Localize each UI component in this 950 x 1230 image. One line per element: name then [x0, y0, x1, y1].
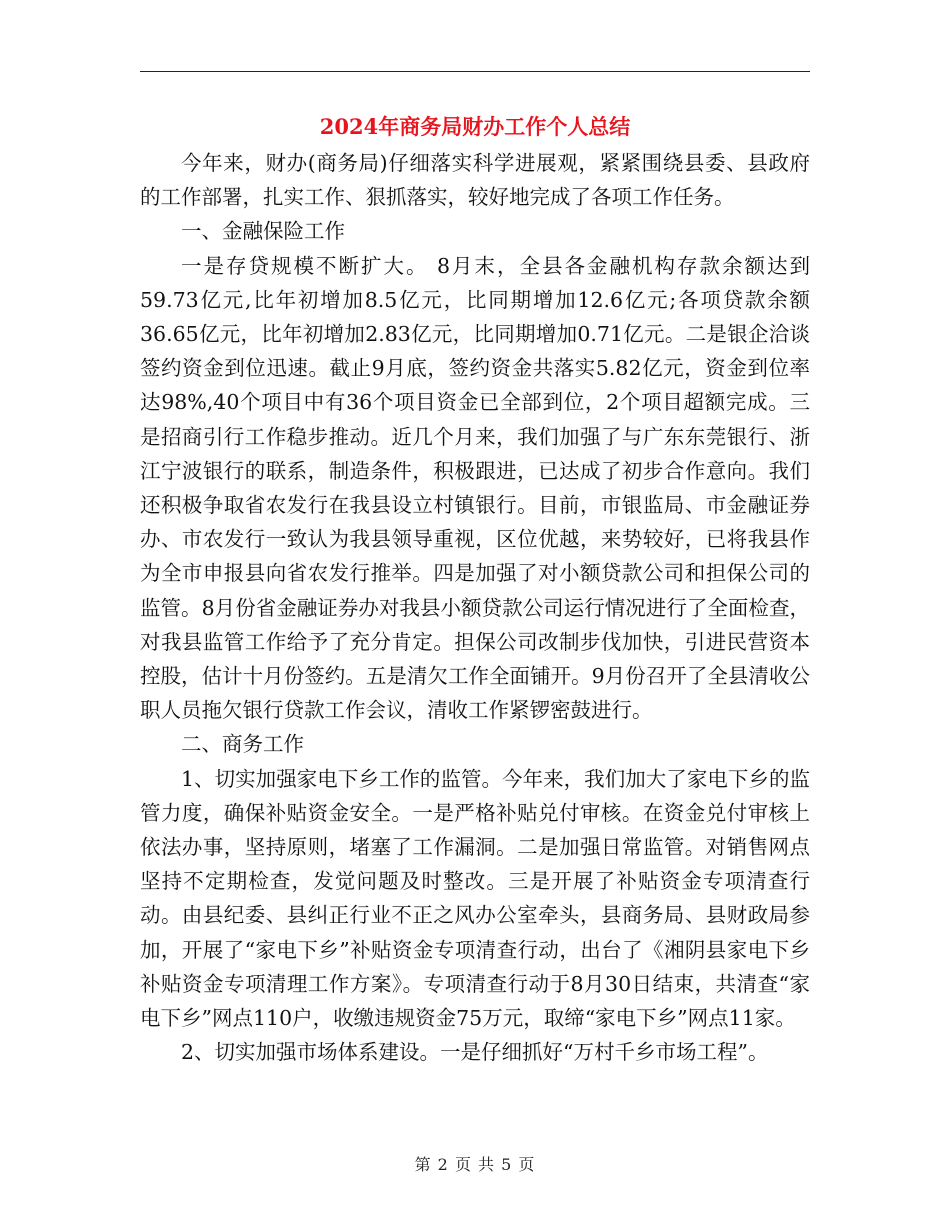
section-heading-commerce: 二、商务工作 — [181, 732, 304, 757]
document-body — [140, 146, 810, 1069]
paragraph-appliances: 1、切实加强家电下乡工作的监管。今年来，我们加大了家电下乡的监管力度，确保补贴资金安全。一是严格补贴兑付审核。在资金兑付审核上依法办事，坚持原则，堵塞了工作漏洞。二是加强日常监管。对销售网点坚持不定期检查，发觉问题及时整改。三是开展了补贴资金专项清查行动。由县纪委、县纠正行业不正之风办公室牵头，县商务局、县财政局参加，开展了“家电下乡”补贴资金专项清查行动，出台了《湘阴县家电下乡补贴资金专项清理工作方案》。专项清查行动于8月30日结束，共清查“家电下乡”网点110户，收缴违规资金75万元，取缔“家电下乡”网点11家。 — [140, 766, 810, 1031]
header-rule — [140, 71, 810, 72]
paragraph-market-system: 2、切实加强市场体系建设。一是仔细抓好“万村千乡市场工程”。 — [181, 1040, 769, 1065]
page-number: 第 2 页 共 5 页 — [414, 1155, 536, 1174]
paragraph-finance: 一是存贷规模不断扩大。 8月末，全县各金融机构存款余额达到59.73亿元,比年初增加8.5亿元，比同期增加12.6亿元;各项贷款余额36.65亿元，比年初增加2.83亿元，比同期增加0.71亿元。二是银企洽谈签约资金到位迅速。截止9月底，签约资金共落实5.82亿元，资金到位率达98%,40个项目中有36个项目资金已全部到位，2个项目超额完成。三是招商引行工作稳步推动。近几个月来，我们加强了与广东东莞银行、浙江宁波银行的联系，制造条件，积极跟进，已达成了初步合作意向。我们还积极争取省农发行在我县设立村镇银行。目前，市银监局、市金融证券办、市农发行一致认为我县领导重视，区位优越，来势较好，已将我县作为全市申报县向省农发行推举。四是加强了对小额贷款公司和担保公司的监管。8月份省金融证券办对我县小额贷款公司运行情况进行了全面检查，对我县监管工作给予了充分肯定。担保公司改制步伐加快，引进民营资本控股，估计十月份签约。五是清欠工作全面铺开。9月份召开了全县清收公职人员拖欠银行贷款工作会议，清收工作紧锣密鼓进行。 — [140, 253, 810, 723]
section-heading-finance: 一、金融保险工作 — [181, 219, 345, 244]
document-title: 2024年商务局财办工作个人总结 — [319, 114, 631, 139]
paragraph-intro: 今年来，财办(商务局)仔细落实科学进展观，紧紧围绕县委、县政府的工作部署，扎实工作、狠抓落实，较好地完成了各项工作任务。 — [140, 151, 810, 210]
